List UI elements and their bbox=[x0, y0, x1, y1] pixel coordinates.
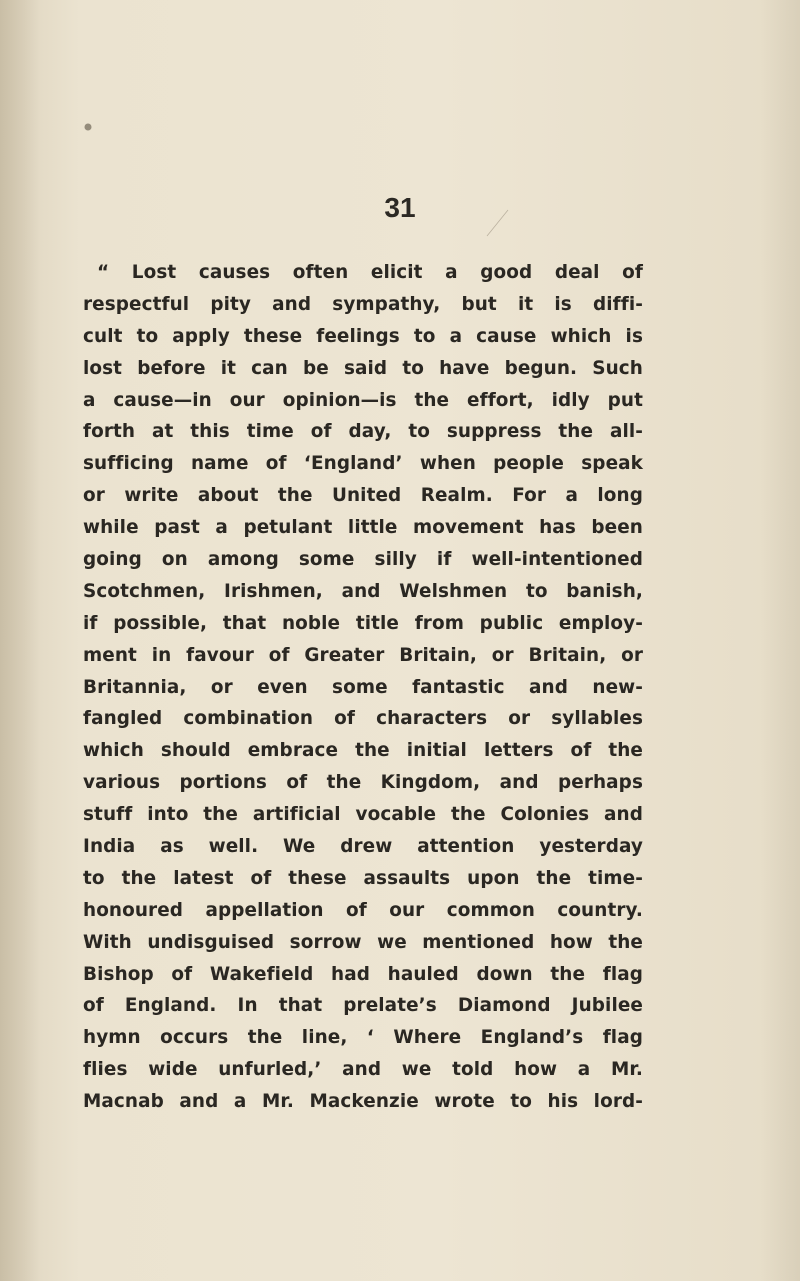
text-line: hymn occurs the line, ‘ Where England’s flag bbox=[83, 1027, 643, 1049]
text-line: Bishop of Wakefield had hauled down the flag bbox=[83, 963, 643, 985]
text-line: of England. In that prelate’s Diamond Jubilee bbox=[83, 995, 643, 1017]
text-line: ment in favour of Greater Britain, or Britain, or bbox=[83, 644, 643, 666]
text-line: Scotchmen, Irishmen, and Welshmen to banish, bbox=[83, 580, 643, 602]
text-line: if possible, that noble title from public employ- bbox=[83, 612, 643, 634]
text-line: Britannia, or even some fantastic and new- bbox=[83, 676, 643, 698]
paper-spot bbox=[85, 124, 92, 131]
text-line: lost before it can be said to have begun. Such bbox=[83, 357, 643, 379]
text-line: “ Lost causes often elicit a good deal of bbox=[97, 262, 643, 283]
text-line: forth at this time of day, to suppress the all- bbox=[83, 421, 643, 443]
text-line: going on among some silly if well-intentioned bbox=[83, 549, 643, 571]
text-line: fangled combination of characters or syllables bbox=[83, 708, 643, 730]
text-line: cult to apply these feelings to a cause which is bbox=[83, 325, 643, 347]
text-line: flies wide unfurled,’ and we told how a Mr. bbox=[83, 1059, 643, 1081]
text-line: various portions of the Kingdom, and perhaps bbox=[83, 772, 643, 794]
text-line: sufficing name of ‘England’ when people speak bbox=[83, 453, 643, 475]
text-line: which should embrace the initial letters of the bbox=[83, 740, 643, 762]
text-line: With undisguised sorrow we mentioned how the bbox=[83, 931, 643, 953]
page-number: 31 bbox=[384, 192, 416, 223]
text-line: India as well. We drew attention yesterday bbox=[83, 836, 643, 858]
text-line: Macnab and a Mr. Mackenzie wrote to his lord- bbox=[83, 1091, 643, 1113]
text-line: respectful pity and sympathy, but it is diffi- bbox=[83, 293, 643, 315]
text-line: while past a petulant little movement has been bbox=[83, 517, 643, 539]
text-line: to the latest of these assaults upon the time- bbox=[83, 867, 643, 889]
text-line: stuff into the artificial vocable the Colonies and bbox=[83, 804, 643, 826]
text-line: honoured appellation of our common country. bbox=[83, 899, 643, 921]
text-line: or write about the United Realm. For a long bbox=[83, 485, 643, 507]
body-paragraph bbox=[83, 257, 643, 1118]
text-line: a cause—in our opinion—is the effort, idly put bbox=[83, 389, 643, 411]
